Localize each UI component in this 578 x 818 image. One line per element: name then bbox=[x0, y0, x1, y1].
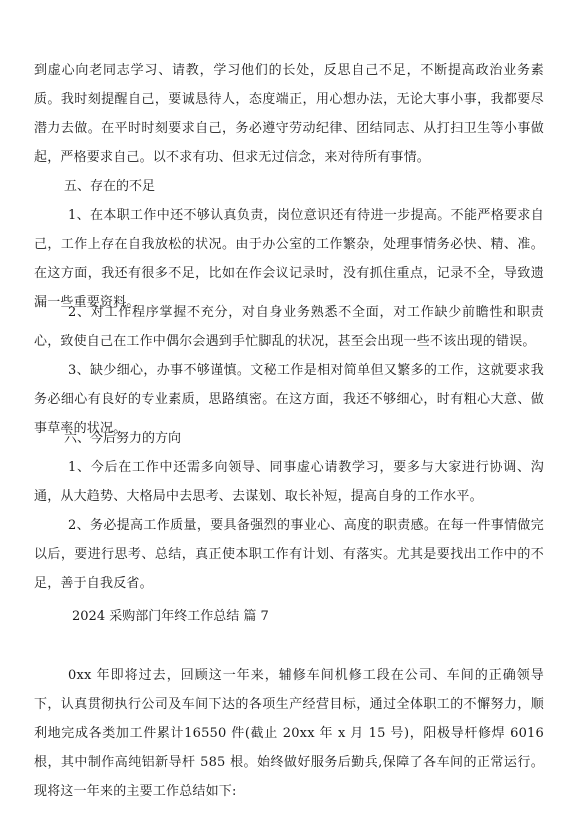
paragraph-intro: 到虚心向老同志学习、请教，学习他们的长处，反思自己不足，不断提高政治业务素质。我时刻提醒自己，要诚恳待人，态度端正，用心想办法，无论大事小事，我都要尽潜力去做。在平时时刻要求自己，务必遵守劳动纪律、团结同志、从打扫卫生等小事做起，严格要求自己。以不求有功、但求无过信念，来对待所有事情。 bbox=[34, 63, 544, 165]
paragraph-shortcoming-3: 3、缺少细心，办事不够谨慎。文秘工作是相对简单但又繁多的工作，这就要求我务必细心有良好的专业素质，思路缜密。在这方面，我还不够细心，时有粗心大意、做事草率的状况。 bbox=[34, 363, 544, 436]
section-heading-shortcomings: 五、存在的不足 bbox=[64, 179, 156, 194]
section-heading-direction: 六、今后努力的方向 bbox=[64, 431, 182, 446]
section-title-article-7: 2024 采购部门年终工作总结 篇 7 bbox=[72, 609, 269, 624]
paragraph-direction-2: 2、务必提高工作质量，要具备强烈的事业心、高度的职责感。在每一件事情做完以后，要进行思考、总结，真正使本职工作有计划、有落实。尤其是要找出工作中的不足，善于自我反省。 bbox=[34, 518, 544, 591]
paragraph-direction-1: 1、今后在工作中还需多向领导、同事虚心请教学习，要多与大家进行协调、沟通，从大趋势、大格局中去思考、去谋划、取长补短，提高自身的工作水平。 bbox=[34, 460, 544, 504]
paragraph-shortcoming-1: 1、在本职工作中还不够认真负责，岗位意识还有待进一步提高。不能严格要求自己，工作上存在自我放松的状况。由于办公室的工作繁杂，处理事情务必快、精、准。在这方面，我还有很多不足，比如在作会议记录时，没有抓住重点，记录不全，导致遗漏一些重要资料。 bbox=[34, 208, 544, 310]
paragraph-shortcoming-2: 2、对工作程序掌握不充分，对自身业务熟悉不全面，对工作缺少前瞻性和职责心，致使自己在工作中偶尔会遇到手忙脚乱的状况，甚至会出现一些不该出现的错误。 bbox=[34, 305, 544, 349]
paragraph-article-7-intro: 0xx 年即将过去，回顾这一年来，辅修车间机修工段在公司、车间的正确领导下，认真贯彻执行公司及车间下达的各项生产经营目标，通过全体职工的不懈努力，顺利地完成各类加工件累计16550 件(截止 20xx 年 x 月 15 号)，阳极导杆修焊 6016 根，其中制作高纯铝新导杆 585 根。始终做好服务后勤兵,保障了各车间的正常运行。现将这一年来的主要工作总结如下: bbox=[34, 668, 544, 799]
